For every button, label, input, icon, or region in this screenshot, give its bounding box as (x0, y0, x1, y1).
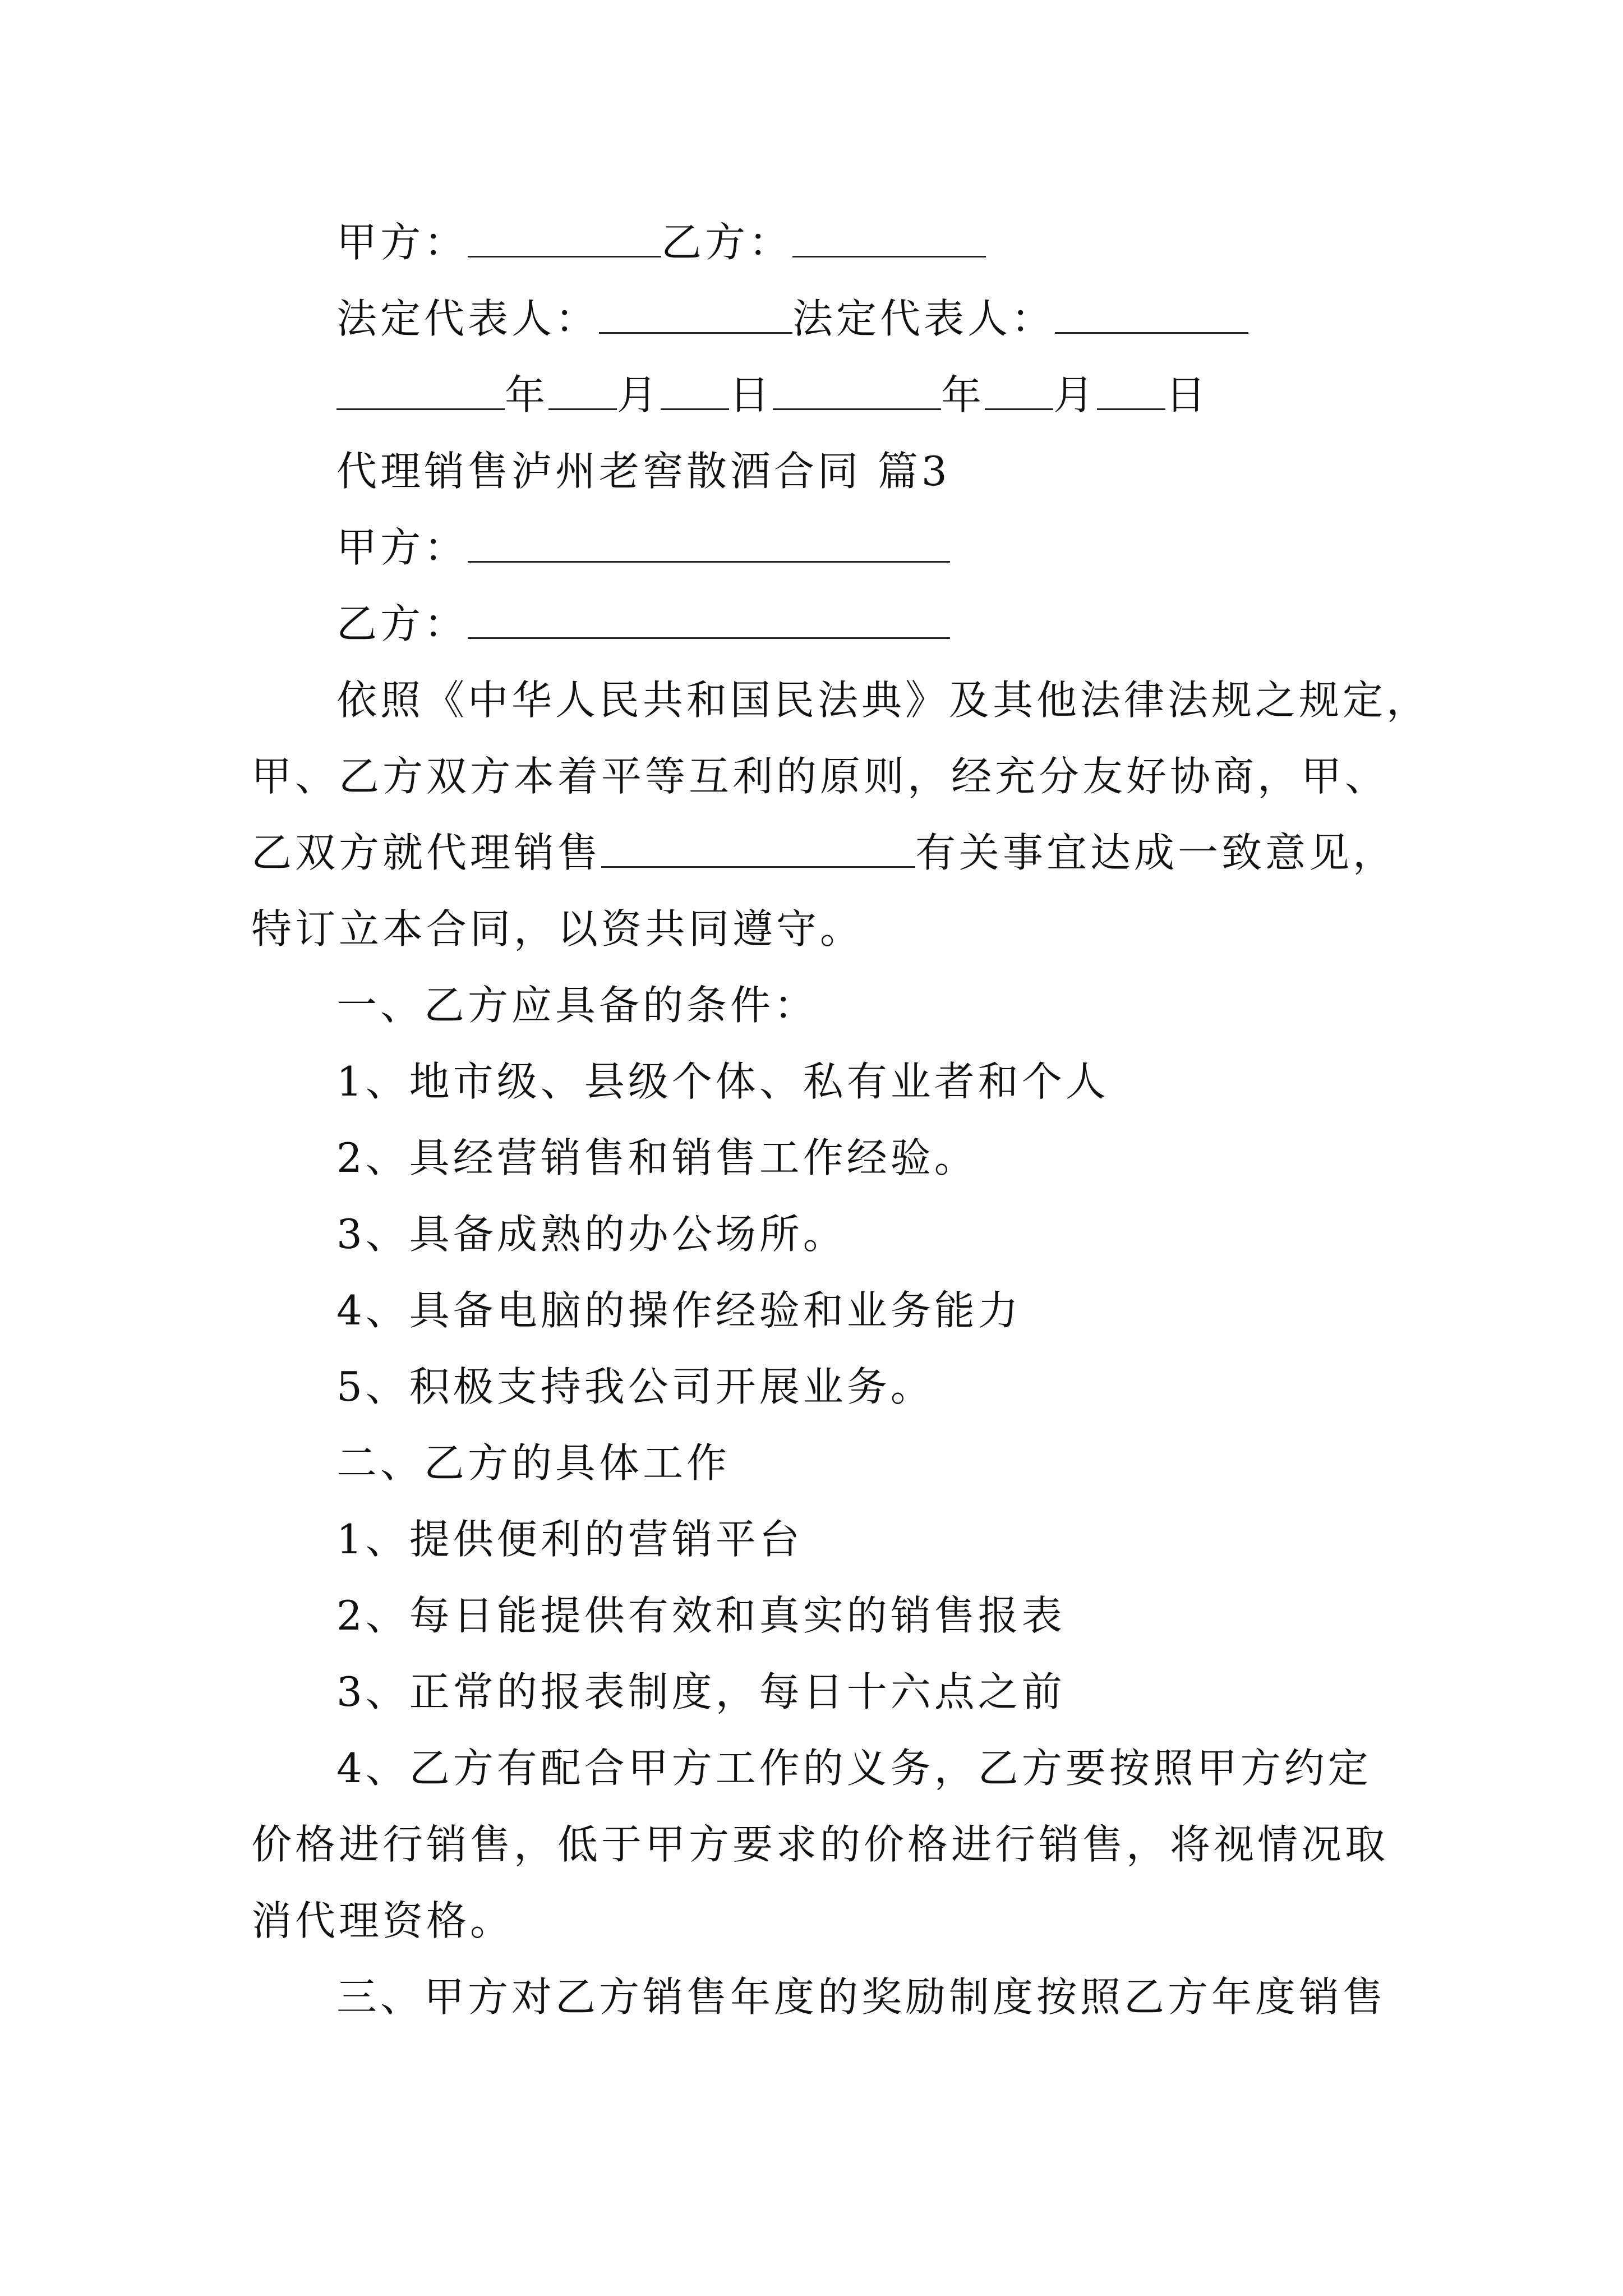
section-1-item: 2、具经营销售和销售工作经验。 (336, 1134, 978, 1181)
contract-party-a-row (336, 519, 1475, 576)
party-b-blank (792, 214, 986, 257)
date-a-day-blank (661, 367, 729, 410)
contract-party-b-row (336, 596, 1475, 652)
section-2-title: 二、乙方的具体工作 (336, 1439, 731, 1487)
section-2-item-4-line-1: 4、乙方有配合甲方工作的义务，乙方要按照甲方约定 (336, 1745, 1372, 1792)
intro-line-4: 特订立本合同，以资共同遵守。 (251, 905, 864, 953)
date-b-day-label: 日 (1165, 371, 1210, 418)
signature-date-row (336, 367, 1475, 423)
section-3-line-1: 三、甲方对乙方销售年度的奖励制度按照乙方年度销售 (336, 1973, 1387, 2021)
contract-party-b-label: 乙方： (336, 600, 468, 647)
section-2-item-4-line-2: 价格进行销售，低于甲方要求的价格进行销售，将视情况取 (251, 1821, 1389, 1868)
intro-line-3 (251, 825, 1397, 881)
date-b-month-blank (985, 367, 1053, 410)
date-b-year-label: 年 (941, 371, 985, 418)
section-1-item: 4、具备电脑的操作经验和业务能力 (336, 1287, 1022, 1334)
contract-party-a-blank (468, 519, 950, 563)
section-2-item: 1、提供便利的营销平台 (336, 1516, 803, 1563)
rep-a-label: 法定代表人： (336, 295, 600, 342)
rep-b-blank (1055, 291, 1248, 334)
signature-rep-row (336, 291, 1475, 347)
date-a-day-label: 日 (729, 371, 773, 418)
section-2-item: 3、正常的报表制度，每日十六点之前 (336, 1668, 1066, 1715)
section-2-item: 2、每日能提供有效和真实的销售报表 (336, 1592, 1066, 1639)
date-a-month-label: 月 (617, 371, 661, 418)
contract-party-b-blank (468, 596, 950, 639)
intro-line-3-start: 乙双方就代理销售 (251, 829, 602, 876)
section-1-item: 5、积极支持我公司开展业务。 (336, 1363, 934, 1410)
rep-b-label: 法定代表人： (792, 295, 1055, 342)
date-b-year-blank (773, 367, 941, 410)
contract-party-a-label: 甲方： (336, 524, 468, 571)
intro-line-1: 依照《中华人民共和国民法典》及其他法律法规之规定， (336, 677, 1431, 724)
intro-line-2: 甲、乙方双方本着平等互利的原则，经充分友好协商，甲、 (251, 753, 1389, 800)
intro-line-3-end: 有关事宜达成一致意见， (915, 829, 1397, 876)
rep-a-blank (599, 291, 792, 334)
date-a-month-blank (548, 367, 617, 410)
date-a-year-label: 年 (505, 371, 549, 418)
product-blank (601, 825, 915, 868)
party-a-blank (468, 214, 661, 257)
section-1-item: 3、具备成熟的办公场所。 (336, 1211, 847, 1258)
party-b-label: 乙方： (661, 219, 793, 266)
date-b-day-blank (1097, 367, 1165, 410)
section-1-item: 1、地市级、县级个体、私有业者和个人 (336, 1058, 1109, 1105)
contract-title: 代理销售泸州老窖散酒合同 篇3 (336, 448, 951, 495)
party-a-label: 甲方： (336, 219, 468, 266)
section-2-item-4-line-3: 消代理资格。 (251, 1897, 514, 1944)
date-b-month-label: 月 (1053, 371, 1098, 418)
signature-party-row (336, 214, 1475, 270)
section-1-title: 一、乙方应具备的条件： (336, 982, 818, 1029)
date-a-year-blank (336, 367, 505, 410)
